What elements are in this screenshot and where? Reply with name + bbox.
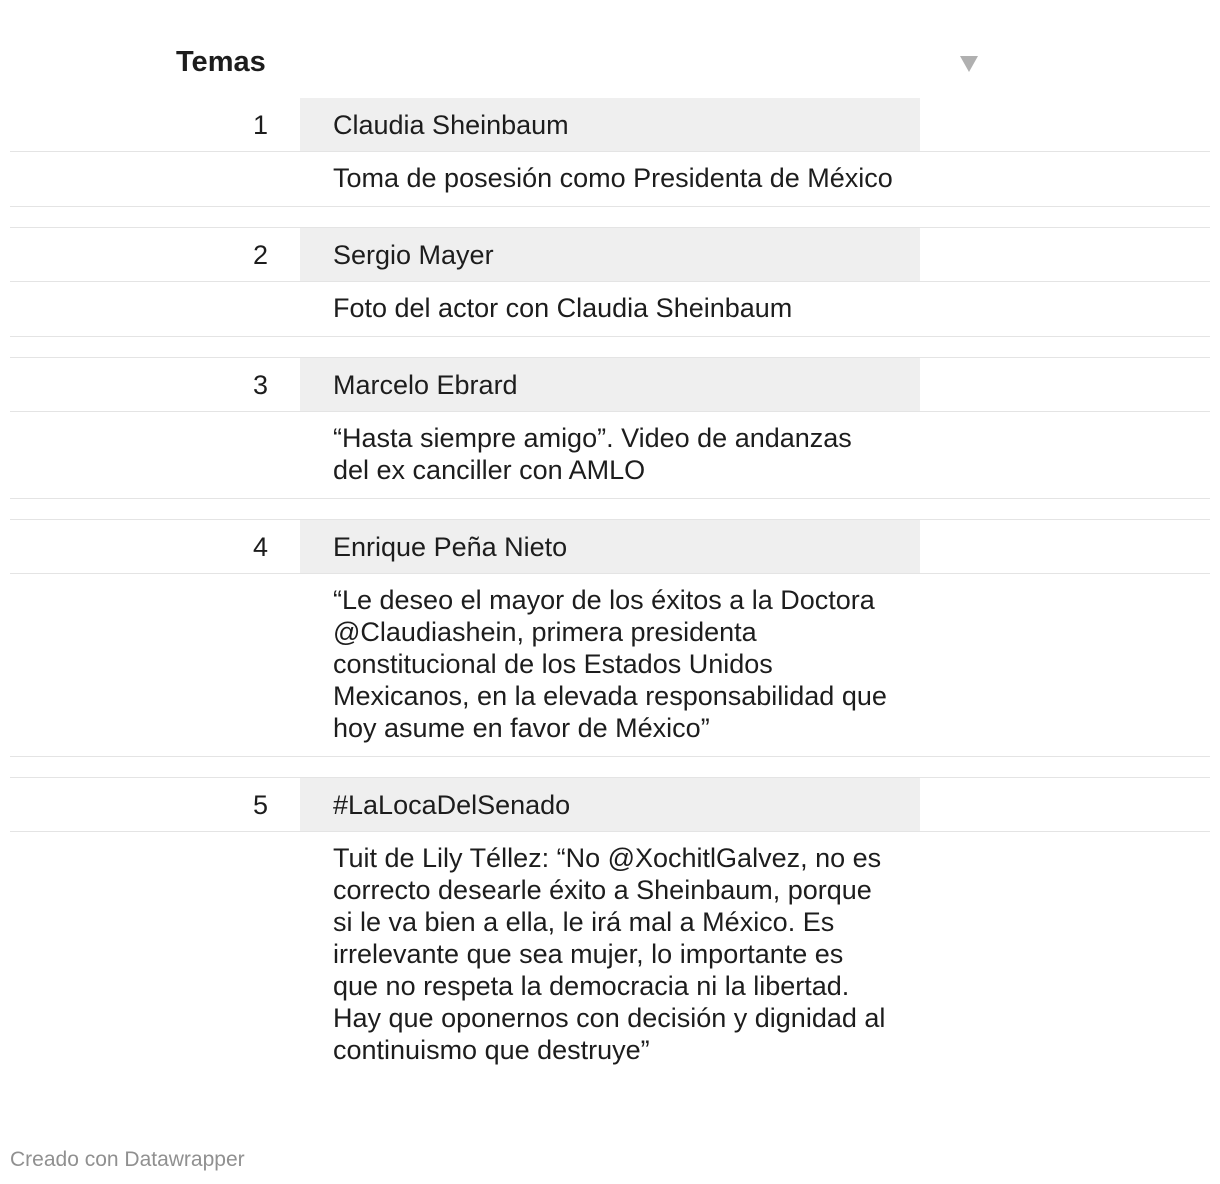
table-row-description (10, 282, 1210, 337)
rank-cell: 2 (252, 240, 268, 270)
table-row (10, 228, 1210, 282)
row-separator (10, 207, 1210, 228)
table-row (10, 778, 1210, 832)
table-row (10, 358, 1210, 412)
row-separator (10, 757, 1210, 778)
topic-description: Foto del actor con Claudia Sheinbaum (333, 293, 793, 323)
topic-description: Tuit de Lily Téllez: “No @XochitlGalvez, no es correcto desearle éxito a Sheinbaum, porque si le va bien a ella, le irá mal a México. Es irrelevante que sea mujer, lo importante es que no respeta la democracia ni la libertad. Hay que oponernos con decisión y dignidad al continuismo que destruye” (333, 843, 886, 1065)
topic-name-cell: Sergio Mayer (300, 228, 920, 281)
table-row (10, 520, 1210, 574)
row-separator (10, 337, 1210, 358)
rank-cell: 3 (252, 370, 268, 400)
topic-name-cell: Marcelo Ebrard (300, 358, 920, 411)
topic-description: Toma de posesión como Presidenta de México (333, 163, 893, 193)
rank-cell: 4 (252, 532, 268, 562)
datawrapper-credit[interactable]: Creado con Datawrapper (10, 1148, 245, 1171)
column-header-temas[interactable]: Temas (176, 46, 266, 78)
data-table (10, 0, 1210, 1078)
topic-description: “Le deseo el mayor de los éxitos a la Doctora @Claudiashein, primera presidenta constitucional de los Estados Unidos Mexicanos, en la elevada responsabilidad que hoy asume en favor de México” (333, 585, 887, 743)
topic-name-cell: #LaLocaDelSenado (300, 778, 920, 831)
topic-description: “Hasta siempre amigo”. Video de andanzas del ex canciller con AMLO (333, 423, 852, 485)
row-separator (10, 499, 1210, 520)
topic-name-cell: Enrique Peña Nieto (300, 520, 920, 573)
sort-descending-icon[interactable] (960, 56, 978, 72)
topic-name-cell: Claudia Sheinbaum (300, 98, 920, 151)
rank-cell: 1 (252, 110, 268, 140)
table-row-description (10, 574, 1210, 757)
table-row-description (10, 152, 1210, 207)
table-row (10, 98, 1210, 152)
table-row-description (10, 832, 1210, 1078)
rank-cell: 5 (252, 790, 268, 820)
table-row-description (10, 412, 1210, 499)
table-header (10, 0, 1210, 98)
